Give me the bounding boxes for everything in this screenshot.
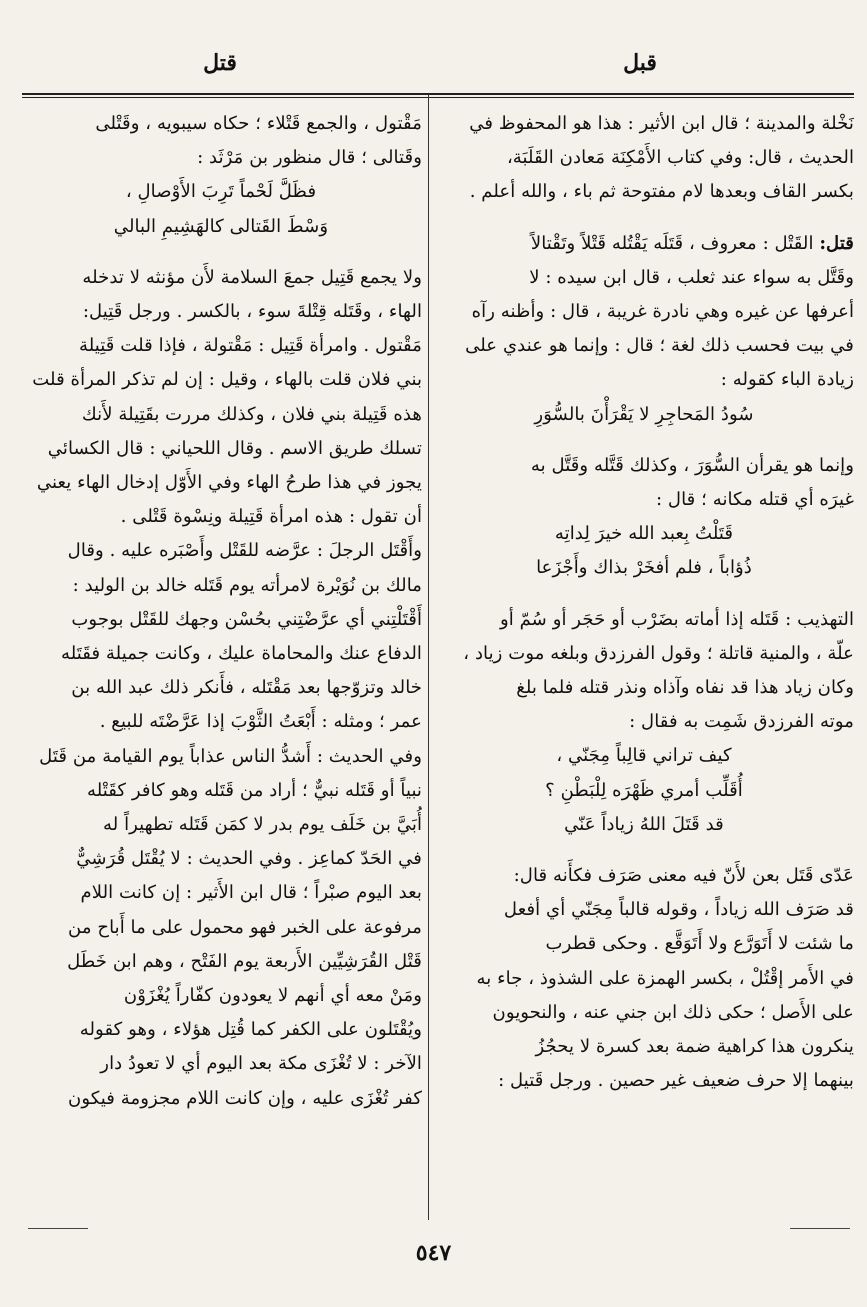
spacer <box>434 586 854 603</box>
text-line: وإنما هو يقرأن السُّوَرَ ، وكذلك قَتَّله وقَتَّل به <box>530 454 854 476</box>
text-line: هذه قَتِيلة بني فلان ، وكذلك مررت بقَتِيلة لأَنك <box>81 403 422 425</box>
text-line: أعرفها عن غيره وهي نادرة غريبة ، قال : وأظنه رآه <box>471 301 854 323</box>
spacer <box>434 210 854 227</box>
column-divider <box>428 95 429 1220</box>
left-column <box>20 107 422 1219</box>
spacer <box>434 432 854 449</box>
text-line: مالك بن نُوَيْرة لامرأته يوم قَتَله خالد بن الوليد : <box>72 574 422 596</box>
verse-line: قد قَتَلَ اللهُ زياداً عَنّي <box>564 813 724 835</box>
text-line: زيادة الباء كقوله : <box>720 369 854 391</box>
running-head-right: قبل <box>623 50 657 76</box>
text-line: نَخْلة والمدينة ؛ قال ابن الأثير : هذا هو المحفوظ في <box>469 113 854 134</box>
text-line: عَدّى قَتَل بعن لأَنّ فيه معنى صَرَف فكأَنه قال: <box>513 865 854 887</box>
footer-rule-left <box>28 1228 88 1229</box>
header-rule-thin <box>22 97 854 98</box>
text-line: على الأَصل ؛ حكى ذلك ابن جني عنه ، والنحويون <box>492 1001 854 1023</box>
text-line: كفر تُغْزَى عليه ، وإن كانت اللام مجزومة فيكون <box>67 1087 422 1109</box>
verse-line: سُودُ المَحاجِرِ لا يَقْرَأْنَ بالسُّوَرِ <box>534 403 754 425</box>
text-line: الحديث ، قال: وفي كتاب الأَمْكِنَة مَعادن القَلَبَة، <box>506 147 854 169</box>
text-line: قد صَرَف الله زياداً ، وقوله قالباً مِجَنّي أي أفعل <box>503 899 854 921</box>
text-line: الهاء ، وقَتَله قِتْلةَ سوء ، بالكسر . ورجل قَتِيل: <box>82 301 422 323</box>
text-line: بكسر القاف وبعدها لام مفتوحة ثم باء ، والله أعلم . <box>469 181 854 203</box>
text-line: بني فلان قلت بالهاء ، وقيل : إن لم تذكر المرأة قلت <box>32 369 422 391</box>
verse-line: وَسْطَ القَتالى كالهَشِيمِ البالي <box>113 215 329 237</box>
text-line: ما شئت لا أَتَوَرَّع ولا أَتَوَقَّع . وحكى قطرب <box>545 933 854 955</box>
right-column <box>434 107 854 1219</box>
text-line: في الحَدّ كماعِز . وفي الحديث : لا يُقْتَل قُرَشِيٌّ <box>76 848 422 870</box>
entry-line <box>434 227 854 261</box>
spacer <box>20 244 422 261</box>
text-line: في الأَمر إقْتُلْ ، بكسر الهمزة على الشذوذ ، جاء به <box>476 967 854 989</box>
text-line: يجوز في هذا طرحُ الهاء وفي الأَوّل إدخال الهاء يعني <box>36 472 422 494</box>
text-line: قَتْل القُرَشِيِّين الأَربعة يوم الفَتْح ، وهم ابن خَطَل <box>67 950 422 972</box>
verse-line: أُقَلِّب أمري ظَهْرَه لِلْبَطْنِ ؟ <box>545 779 743 801</box>
text-line: غيرَه أي قتله مكانه ؛ قال : <box>656 489 854 511</box>
text-line: بعد اليوم صبْراً ؛ قال ابن الأَثير : إن كانت اللام <box>80 882 422 904</box>
text-line: الدفاع عنك والمحاماة عليك ، وكانت جميلة فقَتَله <box>61 643 422 665</box>
header-rule <box>22 93 854 95</box>
text-line: وأَقْتَل الرجلَ : عرَّضه للقَتْل وأَصْبَره عليه . وقال <box>67 540 422 562</box>
text-line: وقَتَّل به سواء عند ثعلب ، قال ابن سيده : لا <box>529 266 854 288</box>
text-line: بينهما إلا حرف ضعيف غير حصين . ورجل قَتيل : <box>498 1070 854 1092</box>
text-line: وفي الحديث : أَشدُّ الناس عذاباً يوم القيامة من قَتَل <box>39 745 422 767</box>
text-line: مرفوعة على الخبر فهو محمول على ما أَباح من <box>68 916 422 938</box>
text-line: عمر ؛ ومثله : أَبْعَتُ الثَّوْبَ إذا عَرَّضْتَه للبيع . <box>99 711 422 733</box>
text-line: مَقْتول . وامرأة قَتِيل : مَقْتولة ، فإذا قلت قَتِيلة <box>78 335 422 357</box>
text-line: القَتْل : معروف ، قَتَلَه يَقْتُله قَتْلاً وتَقْتالاً <box>530 232 814 254</box>
text-line: التهذيب : قَتَله إذا أماته بضَرْب أو حَجَر أو سُمّ أو <box>499 608 854 630</box>
verse-line: ذُؤاباً ، فلم أفخَرْ بذاك وأَجْزَعا <box>536 557 752 579</box>
text-line: ويُقْتَلون على الكفر كما قُتِل هؤلاء ، وهو كقوله <box>79 1019 422 1041</box>
text-line: موته الفرزدق شَمِت به فقال : <box>629 711 854 733</box>
text-line: خالد وتزوّجها بعد مَقْتَله ، فأَنكر ذلك عبد الله بن <box>71 677 422 699</box>
verse-line: كيف تراني قالِباً مِجَنّي ، <box>556 745 732 767</box>
text-line: في بيت فحسب ذلك لغة ؛ قال : وإنما هو عندي على <box>465 335 854 357</box>
text-line: أَقْتَلْتِني أي عرَّضْتِني بحُسْن وجهك للقَتْل بوجوب <box>71 608 422 630</box>
footer-rule-right <box>790 1228 850 1229</box>
text-line: وقَتالى ؛ قال منظور بن مَرْثَد : <box>197 147 422 169</box>
text-line: نبياً أو قَتَله نبيٌّ ؛ أراد من قَتَله وهو كافر كقَتْله <box>86 779 422 801</box>
text-line: مَقْتول ، والجمع قَتْلاء ؛ حكاه سيبويه ، وقَتْلى <box>95 113 422 134</box>
text-line: الآخر : لا تُغْزَى مكة بعد اليوم أي لا تعودُ دار <box>100 1053 422 1075</box>
text-line: وكان زياد هذا قد نفاه وآذاه ونذر قتله فلما بلغ <box>516 677 854 699</box>
verse-line: قَتَلْتُ بِعبد الله خيرَ لِداتِه <box>554 523 734 545</box>
text-line: علّة ، والمنية قاتلة ؛ وقول الفرزدق وبلغه موت زياد ، <box>463 642 854 664</box>
text-line: ينكرون هذا كراهية ضمة بعد كسرة لا يحجُزُ <box>535 1036 854 1058</box>
text-line: ومَنْ معه أي أنهم لا يعودون كفّاراً يُغْزَوْن <box>123 985 422 1007</box>
text-line: تسلك طريق الاسم . وقال اللحياني : قال الكسائي <box>47 437 422 459</box>
entry-headword: قتل: <box>819 232 854 254</box>
running-head-left: قتل <box>203 50 237 76</box>
verse-line: فظَلَّ لَحْماً تَرِبَ الأَوْصالِ ، <box>125 181 317 203</box>
text-line: ولا يجمع قَتِيل جمعَ السلامة لأَن مؤنثه لا تدخله <box>82 266 422 288</box>
text-line: أن تقول : هذه امرأة قَتِيلة ونِسْوة قَتْلى . <box>120 506 422 528</box>
text-line: أُبَيَّ بن خَلَف يوم بدر لا كمَن قَتَله تطهيراً له <box>103 814 422 836</box>
spacer <box>434 842 854 859</box>
page-number: ٥٤٧ <box>415 1240 452 1266</box>
